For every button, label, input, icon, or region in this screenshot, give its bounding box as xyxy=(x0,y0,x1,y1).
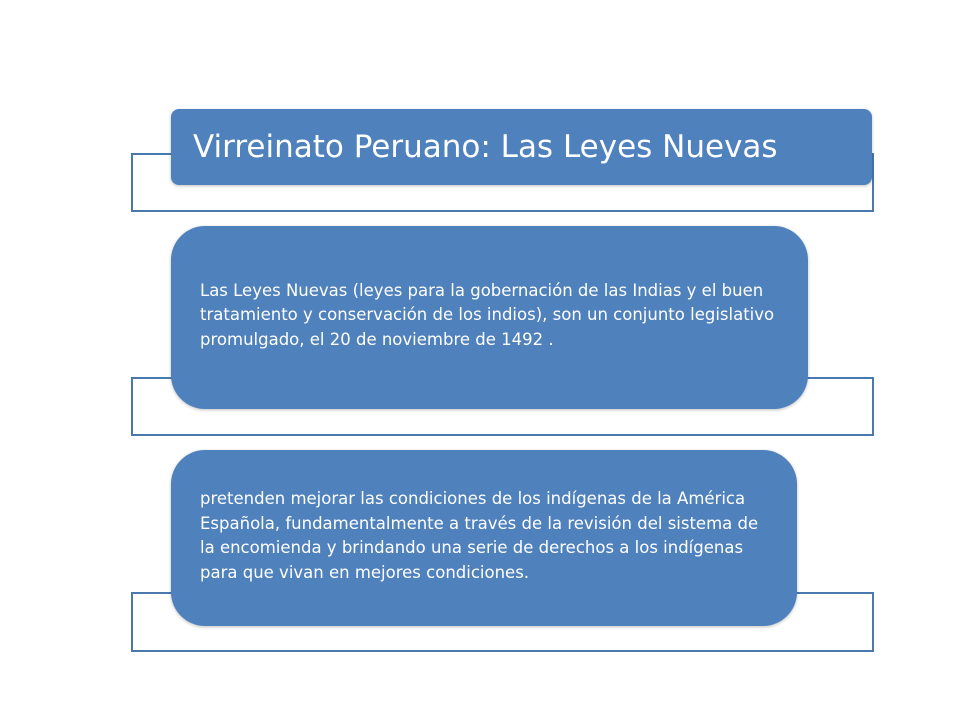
block-1-text: Las Leyes Nuevas (leyes para la gobernación de las Indias y el buen tratamiento y conservación de los indios), son un conjunto legislativo promulgado, el 20 de noviembre de 1492 . xyxy=(200,280,775,349)
block-2-text: pretenden mejorar las condiciones de los indígenas de la América Española, fundamentalmente a través de la revisión del sistema de la encomienda y brindando una serie de derechos a los indígenas para que vivan en mejores condiciones. xyxy=(200,489,759,582)
title-shape xyxy=(171,109,872,185)
block-2-shape xyxy=(171,450,797,626)
diagram-title: Virreinato Peruano: Las Leyes Nuevas xyxy=(193,129,778,165)
block-1-shape xyxy=(171,226,808,409)
